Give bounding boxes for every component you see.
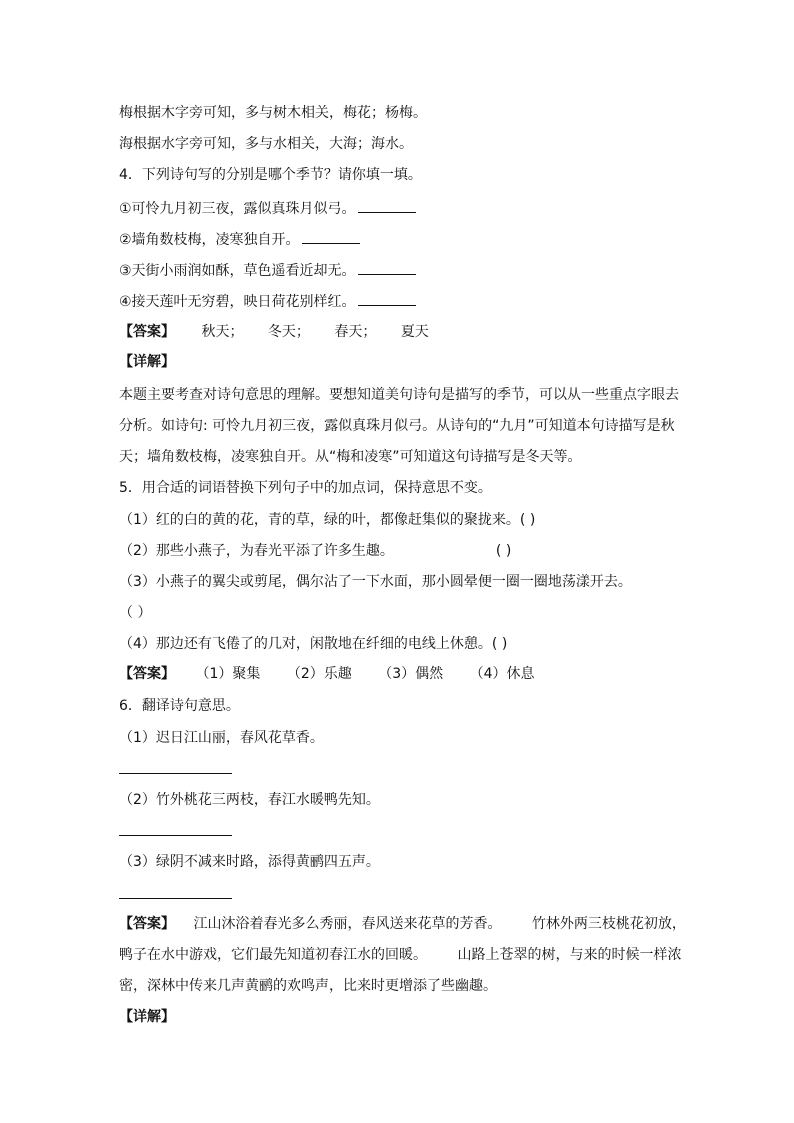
- answer-item: 春天；: [334, 324, 377, 340]
- answer-item: 夏天: [400, 324, 429, 340]
- question-4-item-3: [119, 260, 416, 281]
- answer-paren: ( ): [495, 543, 512, 559]
- answer-blank: [358, 291, 416, 306]
- question-6-answer-line-3: 密，深林中传来几声黄鹂的欢鸣声，比来时更增添了些幽趣。: [119, 978, 497, 994]
- question-4-item-1: [119, 198, 416, 219]
- answer-underline: [119, 835, 232, 836]
- question-5-title: 5．用合适的词语替换下列句子中的加点词，保持意思不变。: [119, 480, 492, 496]
- answer-item: （2）乐趣: [286, 666, 352, 682]
- question-6-item-2: （2）竹外桃花三两枝，春江水暖鸭先知。: [119, 792, 380, 808]
- answer-item: （3）偶然: [378, 666, 444, 682]
- detail-text-line: 分析。如诗句: 可怜九月初三夜，露似真珠月似弓。从诗句的“九月”可知道本句诗描写是秋: [119, 418, 675, 434]
- question-6-answer-line-2: [119, 945, 681, 965]
- answer-item: （4）休息: [469, 666, 535, 682]
- question-4-item-2: [119, 229, 360, 250]
- question-5-item-1: （1）红的白的黄的花，青的草，绿的叶，都像赶集似的聚拢来。( ): [119, 512, 536, 528]
- text-line-hai: 海根据水字旁可知，多与水相关，大海；海水。: [119, 136, 413, 152]
- question-5-answer: [119, 664, 535, 684]
- answer-label: 【答案】: [119, 324, 175, 340]
- answer-text: 竹林外两三枝桃花初放，: [531, 916, 686, 932]
- item-text: ②墙角数枝梅，凌寒独自开。: [119, 232, 300, 248]
- question-5-item-2: [119, 541, 511, 561]
- answer-label: 【答案】: [119, 916, 175, 932]
- question-4-title: 4．下列诗句写的分别是哪个季节？请你填一填。: [119, 167, 422, 183]
- question-6-item-1: （1）迟日江山丽，春风花草香。: [119, 730, 324, 746]
- answer-paren: （ ）: [119, 605, 152, 621]
- answer-item: 冬天；: [267, 324, 310, 340]
- question-5-item-4: （4）那边还有飞倦了的几对，闲散地在纤细的电线上休憩。( ): [119, 636, 508, 652]
- answer-blank: [358, 198, 416, 213]
- item-text: ③天街小雨润如酥，草色遥看近却无。: [119, 263, 356, 279]
- detail-label: 【详解】: [119, 1009, 175, 1025]
- detail-text-line: 天；墙角数枝梅，凌寒独自开。从“梅和凌寒”可知道这句诗描写是冬天等。: [119, 449, 582, 465]
- answer-underline: [119, 773, 232, 774]
- answer-blank: [302, 229, 360, 244]
- question-6-answer-line-1: [119, 914, 686, 934]
- answer-item: （1）聚集: [195, 666, 261, 682]
- detail-text-line: 本题主要考查对诗句意思的理解。要想知道美句诗句是描写的季节，可以从一些重点字眼去: [119, 387, 679, 403]
- item-text: ①可怜九月初三夜，露似真珠月似弓。: [119, 201, 356, 217]
- answer-text: 鸭子在水中游戏，它们最先知道初春江水的回暖。: [119, 947, 427, 963]
- question-4-answer: [119, 322, 429, 342]
- question-5-item-3: （3）小燕子的翼尖或剪尾，偶尔沾了一下水面，那小圆晕便一圈一圈地荡漾开去。: [119, 574, 632, 590]
- answer-item: 秋天；: [201, 324, 244, 340]
- question-4-item-4: [119, 291, 416, 312]
- answer-text: 江山沐浴着春光多么秀丽，春风送来花草的芳香。: [193, 916, 502, 932]
- answer-blank: [358, 260, 416, 275]
- answer-underline: [119, 898, 232, 899]
- question-6-item-3: （3）绿阴不减来时路，添得黄鹂四五声。: [119, 854, 380, 870]
- item-text: ④接天莲叶无穷碧，映日荷花别样红。: [119, 294, 356, 310]
- answer-text: 山路上苍翠的树，与来的时候一样浓: [457, 947, 682, 963]
- item-text: （2）那些小燕子，为春光平添了许多生趣。: [119, 543, 394, 559]
- answer-label: 【答案】: [119, 666, 175, 682]
- question-6-title: 6．翻译诗句意思。: [119, 698, 240, 714]
- text-line-mei: 梅根据木字旁可知，多与树木相关，梅花；杨梅。: [119, 105, 427, 121]
- detail-label: 【详解】: [119, 354, 175, 370]
